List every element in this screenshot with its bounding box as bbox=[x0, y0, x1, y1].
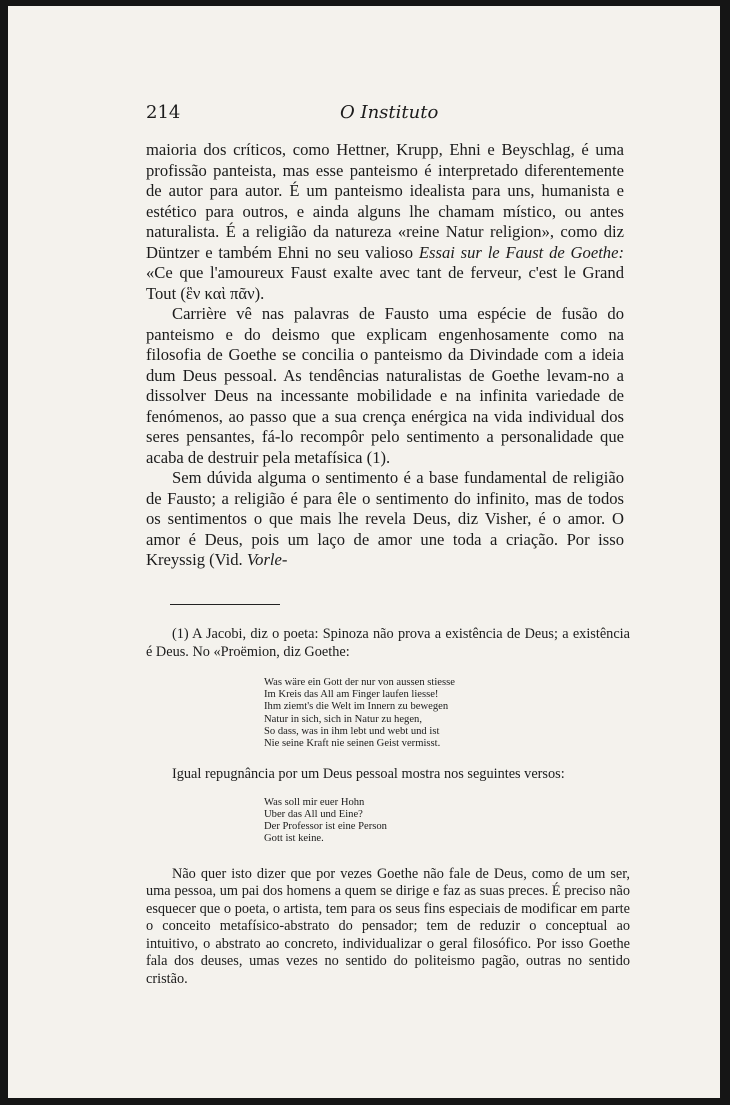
footnote-rule bbox=[170, 604, 280, 605]
verse-line: Im Kreis das All am Finger laufen liesse! bbox=[264, 689, 439, 701]
verse-line: Was wäre ein Gott der nur von aussen stiesse bbox=[264, 677, 455, 688]
verse-line: Ihm ziemt's die Welt im Innern zu bewegen bbox=[264, 701, 449, 713]
verse-line: Der Professor ist eine Person bbox=[264, 821, 387, 833]
paragraph-3 bbox=[146, 468, 624, 571]
verse-line: Gott ist keine. bbox=[264, 833, 324, 845]
paragraph-1 bbox=[146, 140, 624, 304]
verse-line: Natur in sich, sich in Natur zu hegen, bbox=[264, 713, 422, 725]
paragraph-1-text: maioria dos críticos, como Hettner, Krupp, Ehni e Beyschlag, é uma profissão panteista, mas esse panteismo é interpretado diferentemente de autor para autor. É um panteismo idealista para uns, humanista e estético para outros, e ainda alguns lhe chamam místico, ou antes naturalista. É a religião da natureza «reine Natur religion», como diz Düntzer e também Ehni no seu valioso bbox=[146, 140, 624, 262]
running-title: O Instituto bbox=[340, 102, 439, 123]
verse-line: Uber das All und Eine? bbox=[264, 808, 363, 820]
verse-line: Was soll mir euer Hohn bbox=[264, 796, 365, 808]
footnotes bbox=[146, 626, 630, 988]
repugnancia-line: Igual repugnância por um Deus pessoal mostra nos seguintes versos: bbox=[172, 766, 565, 783]
paragraph-1-end: «Ce que l'amoureux Faust exalte avec tant de ferveur, c'est le Grand Tout (ἓν καὶ πᾶν). bbox=[146, 263, 624, 303]
essai-title: Essai sur le Faust de Goethe: bbox=[418, 242, 624, 262]
page-number: 214 bbox=[146, 102, 181, 123]
verse-line: So dass, was in ihm lebt und webt und ist bbox=[264, 725, 440, 737]
verse-block-1 bbox=[264, 677, 630, 750]
verse-line: Nie seine Kraft nie seinen Geist vermisst. bbox=[264, 738, 441, 750]
main-text bbox=[146, 140, 624, 571]
footnote-1: (1) A Jacobi, diz o poeta: Spinoza não prova a existência de Deus; a existência é Deus. No «Proëmion, diz Goethe: bbox=[146, 626, 630, 660]
paragraph-3-text: Sem dúvida alguma o sentimento é a base fundamental de religião de Fausto; a religião é para êle o sentimento do infinito, mas de todos os sentimentos o que mais lhe revela Deus, diz Visher, é o amor. O amor é Deus, pois um laço de amor une toda a criação. Por isso Kreyssig (Vid. bbox=[146, 468, 624, 569]
book-page bbox=[8, 6, 720, 1098]
verse-block-2 bbox=[264, 797, 630, 846]
page-header bbox=[8, 102, 720, 126]
vorle-italic: Vorle- bbox=[246, 550, 288, 569]
footnote-paragraph: Não quer isto dizer que por vezes Goethe não fale de Deus, como de um ser, uma pessoa, um pai dos homens a quem se dirige e faz as suas preces. É preciso não esquecer que o poeta, o artista, tem para os seus fins especiais de modificar em parte o conceito metafísico-abstrato do pensador; tem de reduzir o conceptual ao intuitivo, o abstrato ao concreto, individualizar o geral filosófico. Por isso Goethe fala dos deuses, umas vezes no sentido do politeismo pagão, outras no sentido cristão. bbox=[146, 865, 630, 987]
paragraph-2: Carrière vê nas palavras de Fausto uma espécie de fusão do panteismo e do deismo que explicam engenhosamente como na filosofia de Goethe se concilia o panteismo da Divindade com a ideia dum Deus pessoal. As tendências naturalistas de Goethe levam-no a dissolver Deus na incessante mobilidade e na infinita variedade de fenómenos, ao passo que a sua crença enérgica na vida individual dos seres pensantes, fá-lo recompôr pelo sentimento a personalidade que acaba de destruir pela metafísica (1). bbox=[146, 304, 624, 467]
